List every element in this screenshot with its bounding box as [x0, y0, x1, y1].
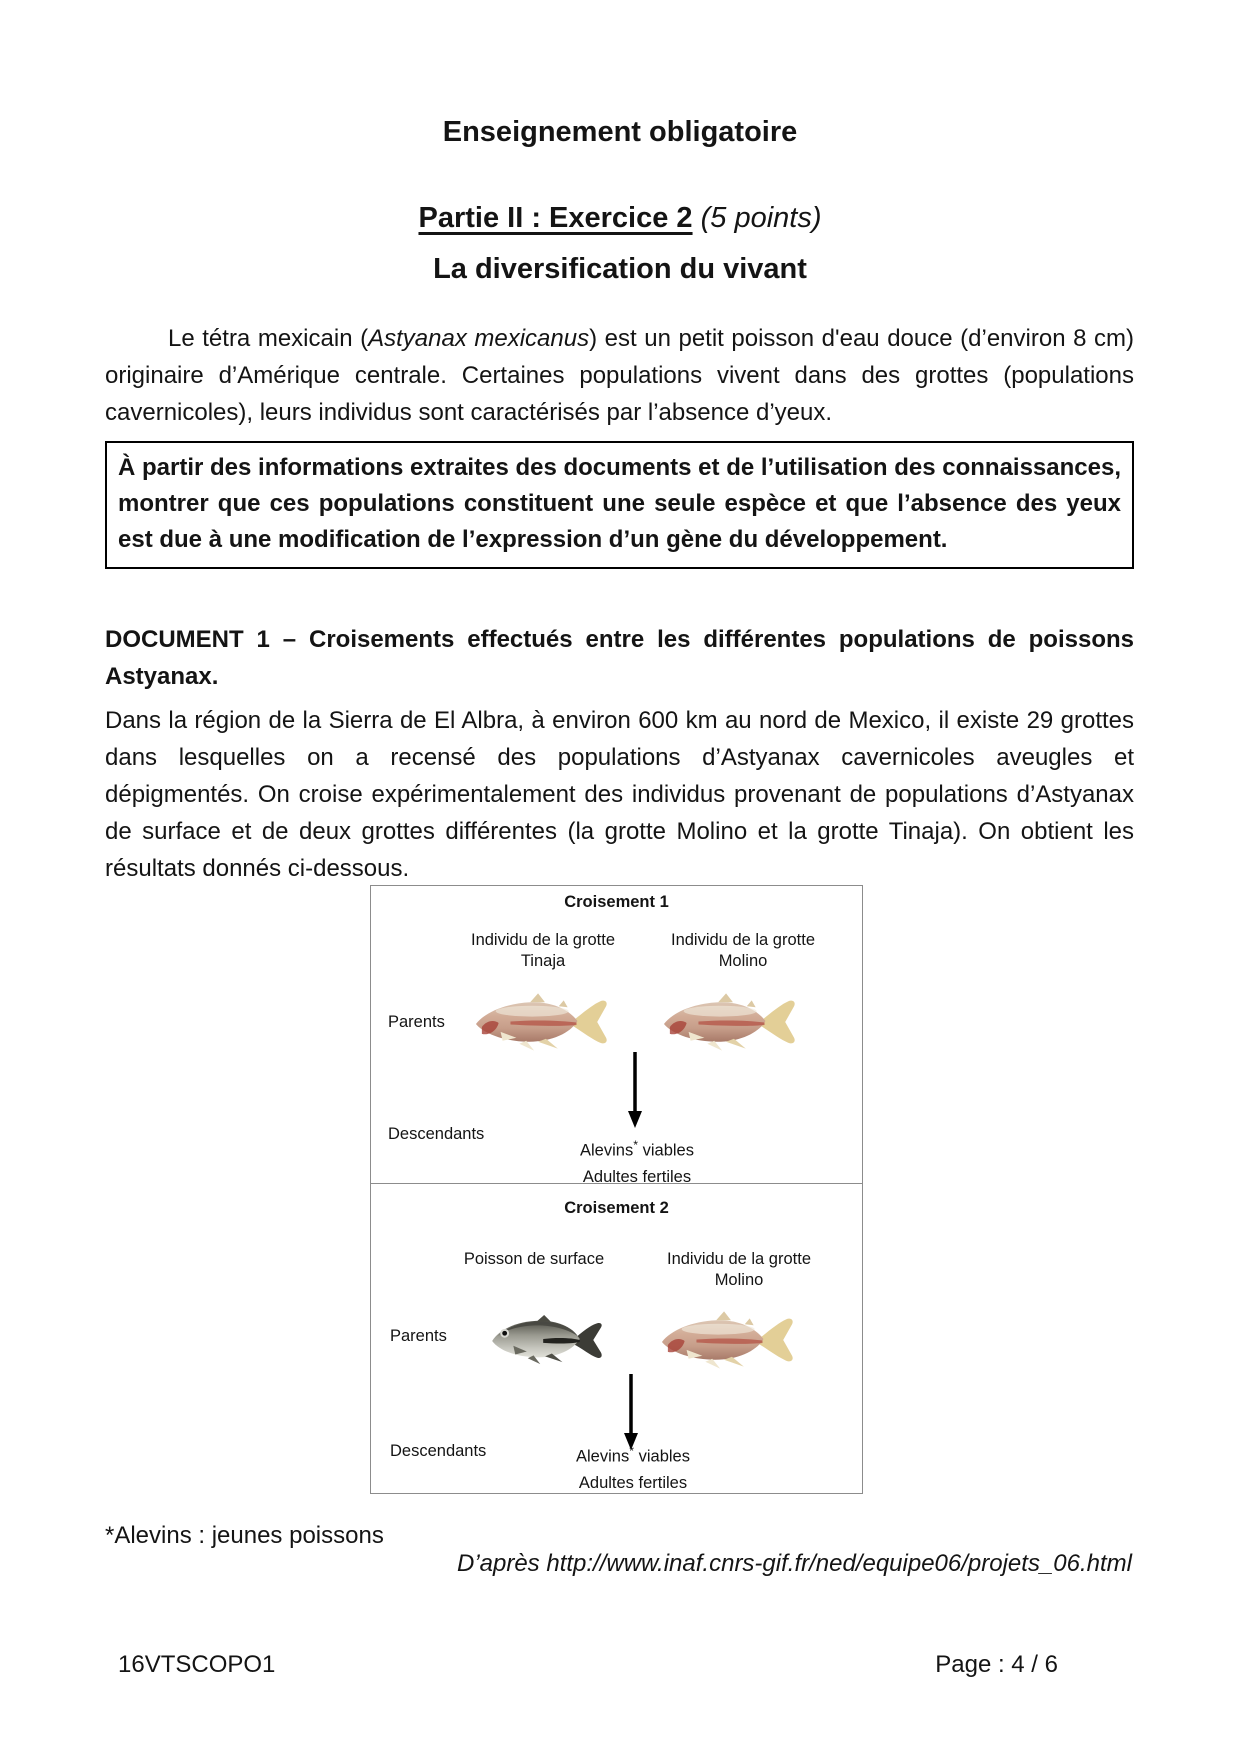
- page-title: Enseignement obligatoire: [442, 116, 798, 148]
- footer-document-code: 16VTSCOPO1: [118, 1651, 276, 1678]
- crossing1-result: [517, 1132, 757, 1190]
- cave-fish-image: [473, 992, 611, 1054]
- intro-text-pre: Le tétra mexicain (: [168, 325, 369, 352]
- result-line2: Adultes fertiles: [582, 1167, 692, 1186]
- crossing2-right-parent-label: Individu de la grotte Molino: [666, 1250, 811, 1289]
- footnote-alevins: *Alevins : jeunes poissons: [105, 1522, 384, 1549]
- part-heading: [0, 202, 1240, 235]
- asterisk-mark: *: [633, 1138, 639, 1152]
- result-word: Alevins: [580, 1141, 634, 1160]
- part-points: (5 points): [700, 202, 822, 234]
- crossing2-parents-label: Parents: [390, 1327, 447, 1345]
- document1-heading: DOCUMENT 1 – Croisements effectués entre les différentes populations de poissons Astyanax.: [105, 626, 1134, 690]
- crossing1-descendants-label: Descendants: [388, 1125, 485, 1143]
- crossing2-result: [513, 1438, 753, 1496]
- part-title: Partie II : Exercice 2: [418, 202, 693, 234]
- document1-paragraph: Dans la région de la Sierra de El Albra, à environ 600 km au nord de Mexico, il existe 29 grottes dans lesquelles on a recensé des populations d’Astyanax cavernicoles aveugles et dépigmentés. On croise expérimentalement des individus provenant de populations d’Astyanax de surface et de deux grottes différentes (la grotte Molino et la grotte Tinaja). On obtient les résultats donnés ci-dessous.: [105, 707, 1134, 882]
- crossings-figure: [370, 885, 863, 1494]
- result-line2: Adultes fertiles: [578, 1473, 688, 1492]
- footer-page-number: Page : 4 / 6: [935, 1651, 1058, 1678]
- result-word: viables: [634, 1447, 690, 1466]
- crossing2-title: Croisement 2: [564, 1199, 669, 1217]
- crossing2-left-parent-label: Poisson de surface: [463, 1250, 605, 1268]
- species-name: Astyanax mexicanus: [368, 325, 590, 352]
- cave-fish-image: [661, 992, 799, 1054]
- down-arrow-icon: [626, 1052, 644, 1130]
- crossing1-left-parent-label: Individu de la grotte Tinaja: [470, 931, 615, 970]
- crossing2-descendants-label: Descendants: [390, 1442, 487, 1460]
- source-reference: D’après http://www.inaf.cnrs-gif.fr/ned/equipe06/projets_06.html: [456, 1550, 1132, 1577]
- intro-text-post: ) est un petit poisson d'eau douce (d’environ 8 cm) originaire d’Amérique centrale. Certaines populations vivent dans des grottes (populations cavernicoles), leurs individus sont caractérisés par l’absence d’yeux.: [105, 325, 1134, 426]
- crossing1-title: Croisement 1: [564, 893, 669, 911]
- crossing1-parents-label: Parents: [388, 1013, 445, 1031]
- result-word: Alevins: [576, 1447, 630, 1466]
- asterisk-mark: *: [629, 1444, 635, 1458]
- crossing1-right-parent-label: Individu de la grotte Molino: [670, 931, 815, 970]
- cave-fish-image: [659, 1310, 797, 1372]
- intro-paragraph: [105, 320, 1134, 431]
- task-box: À partir des informations extraites des documents et de l’utilisation des connaissances, montrer que ces populations constituent une seule espèce et que l’absence des yeux est due à une modification de l’expression d’un gène du développement.: [105, 441, 1134, 569]
- panel-divider: [371, 1183, 862, 1184]
- result-word: viables: [638, 1141, 694, 1160]
- subject-title: La diversification du vivant: [433, 253, 807, 285]
- surface-fish-image: [489, 1314, 607, 1366]
